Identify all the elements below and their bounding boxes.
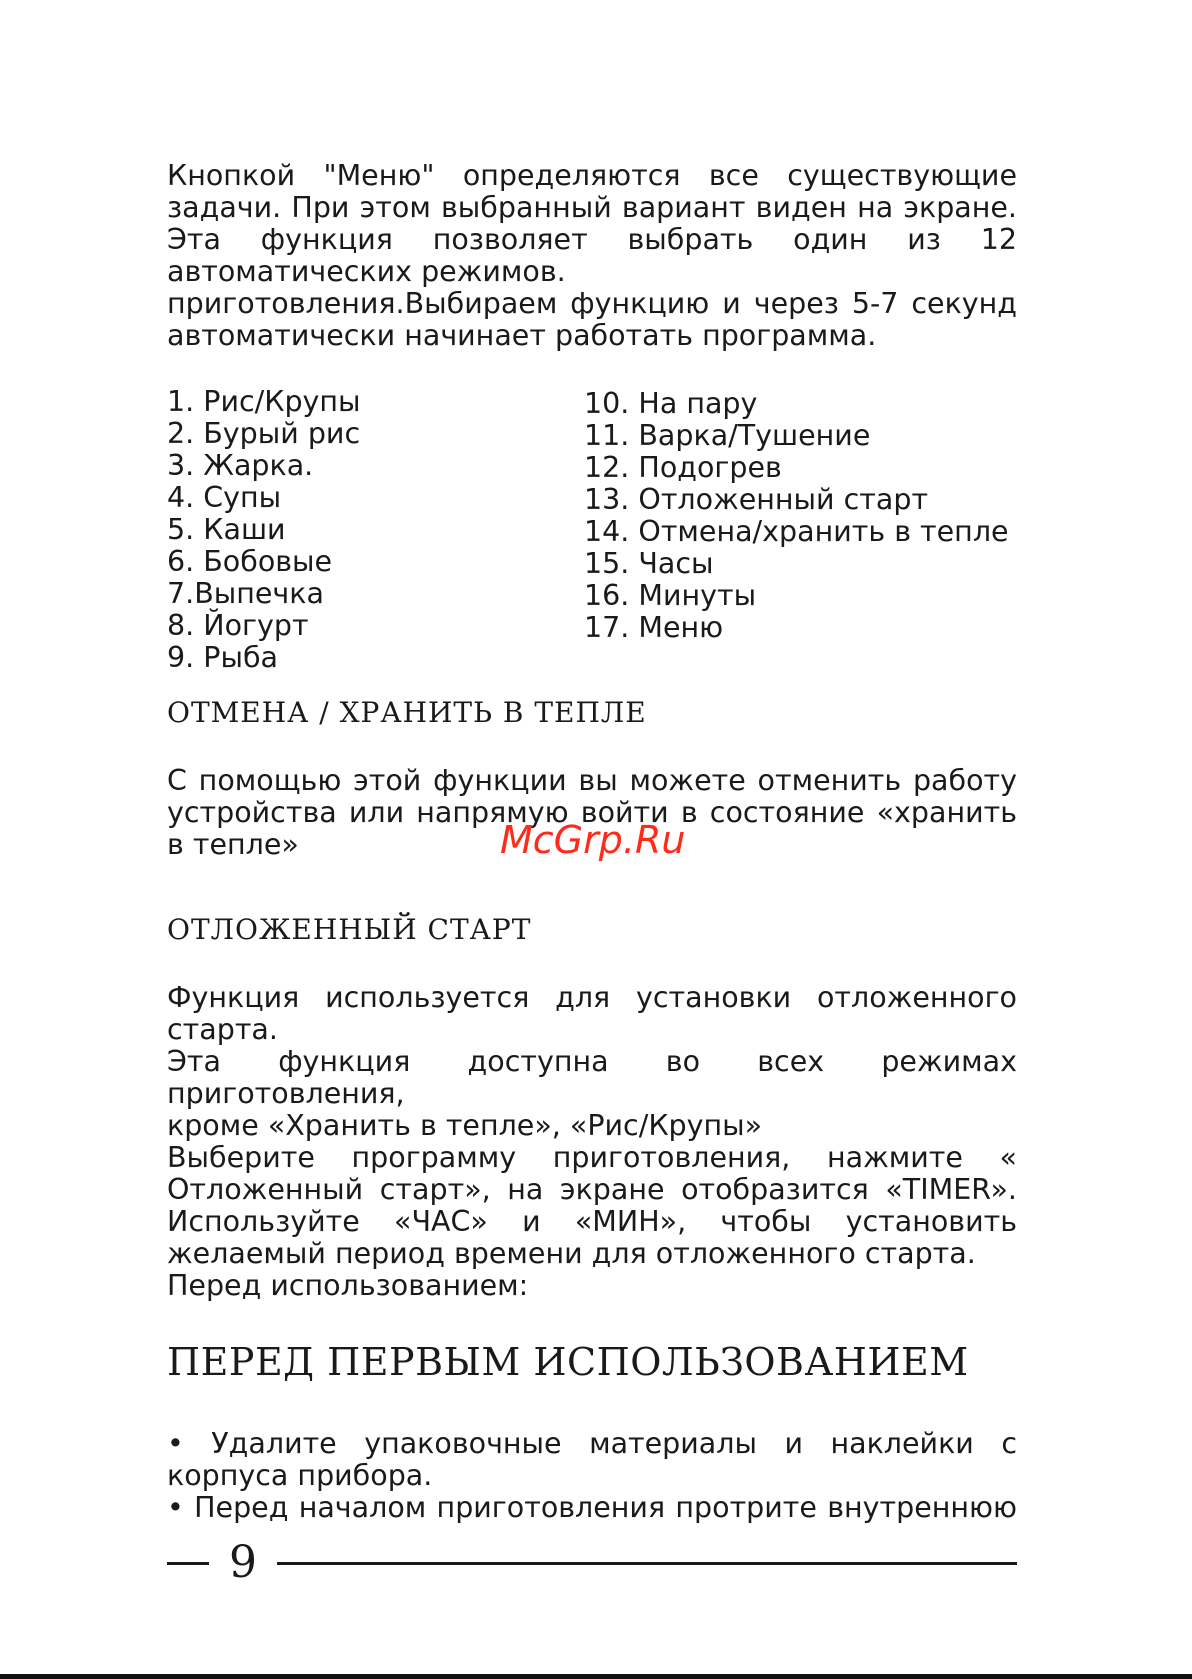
list-item: 12. Подогрев: [584, 451, 782, 484]
intro-paragraph: [167, 160, 1017, 352]
cancel-heading: ОТМЕНА / ХРАНИТЬ В ТЕПЛЕ: [167, 696, 647, 729]
intro-line: автоматически начинает работать программа.: [167, 319, 877, 352]
intro-line: Эта функция позволяет выбрать один из 12: [167, 223, 1017, 256]
modes-list-right: [584, 388, 1009, 644]
intro-line: приготовления.Выбираем функцию и через 5-7 секунд: [167, 287, 1017, 320]
first-use-line: • Перед началом приготовления протрите внутреннюю: [167, 1491, 1017, 1524]
list-item: 10. На пару: [584, 387, 758, 420]
first-use-paragraph: [167, 1428, 1017, 1524]
list-item: 13. Отложенный старт: [584, 483, 929, 516]
footer-rule-right: [277, 1562, 1017, 1565]
delay-line: Выберите программу приготовления, нажмите «: [167, 1141, 1017, 1174]
delay-line: Используйте «ЧАС» и «МИН», чтобы установить: [167, 1205, 1017, 1238]
list-item: 15. Часы: [584, 547, 714, 580]
first-use-line: корпуса прибора.: [167, 1459, 433, 1492]
modes-list-left: [167, 386, 361, 674]
cancel-line: С помощью этой функции вы можете отменить работу: [167, 764, 1017, 797]
list-item: 9. Рыба: [167, 641, 278, 674]
list-item: 1. Рис/Крупы: [167, 385, 361, 418]
footer-rule-left: [167, 1562, 209, 1565]
delay-line: Перед использованием:: [167, 1269, 529, 1302]
list-item: 2. Бурый рис: [167, 417, 361, 450]
list-item: 5. Каши: [167, 513, 286, 546]
delay-paragraph: [167, 982, 1017, 1302]
first-use-line: • Удалите упаковочные материалы и наклейки с: [167, 1427, 1017, 1460]
delay-line: Функция используется для установки отложенного: [167, 981, 1017, 1014]
list-item: 16. Минуты: [584, 579, 757, 612]
list-item: 11. Варка/Тушение: [584, 419, 871, 452]
list-item: 17. Меню: [584, 611, 724, 644]
modes-list: [167, 386, 1017, 686]
delay-line: кроме «Хранить в тепле», «Рис/Крупы»: [167, 1109, 763, 1142]
cancel-line: в тепле»: [167, 828, 299, 861]
cancel-line: устройства или напрямую войти в состояние «хранить: [167, 796, 1017, 829]
intro-line: задачи. При этом выбранный вариант виден на экране.: [167, 191, 1017, 224]
list-item: 6. Бобовые: [167, 545, 333, 578]
page-footer: [167, 1538, 1017, 1588]
list-item: 7.Выпечка: [167, 577, 324, 610]
delay-heading: ОТЛОЖЕННЫЙ СТАРТ: [167, 913, 532, 946]
watermark-text: McGrp.Ru: [500, 818, 686, 862]
delay-line: желаемый период времени для отложенного старта.: [167, 1237, 976, 1270]
delay-line: старта.: [167, 1013, 278, 1046]
list-item: 14. Отмена/хранить в тепле: [584, 515, 1009, 548]
intro-line: автоматических режимов.: [167, 255, 566, 288]
page-number: 9: [229, 1537, 257, 1588]
first-use-heading: ПЕРЕД ПЕРВЫМ ИСПОЛЬЗОВАНИЕМ: [167, 1340, 969, 1384]
list-item: 8. Йогурт: [167, 609, 309, 642]
delay-line: Отложенный старт», на экране отобразится «TIMER».: [167, 1173, 1017, 1206]
intro-line: Кнопкой "Меню" определяются все существующие: [167, 159, 1017, 192]
list-item: 4. Супы: [167, 481, 282, 514]
delay-line: Эта функция доступна во всех режимах приготовления,: [167, 1045, 1017, 1110]
bottom-border: [0, 1674, 1192, 1679]
list-item: 3. Жарка.: [167, 449, 314, 482]
